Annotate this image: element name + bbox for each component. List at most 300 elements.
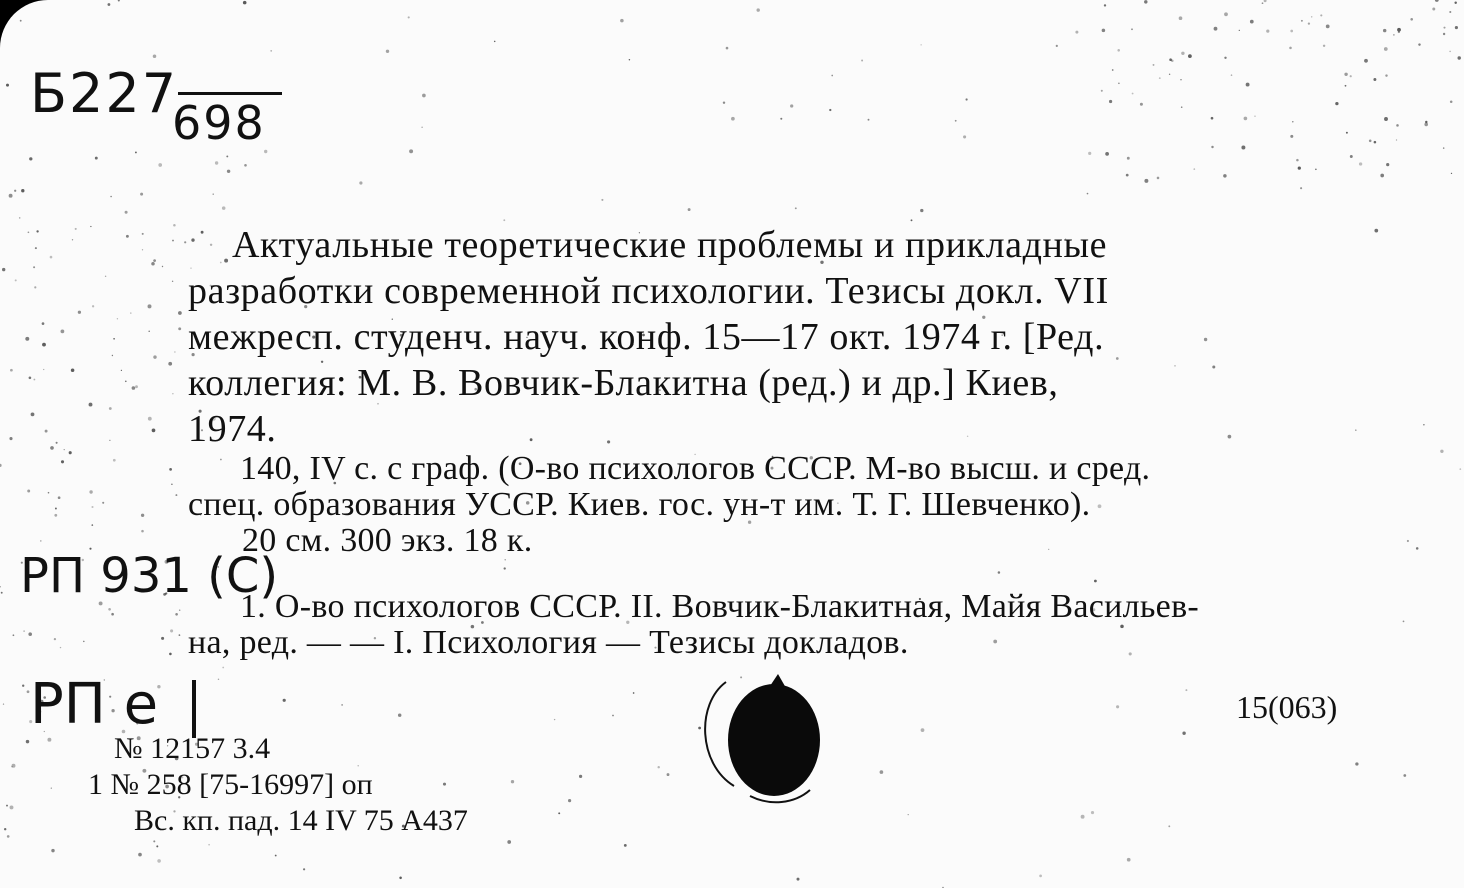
paper-speck xyxy=(23,630,25,632)
paper-speck xyxy=(243,1,247,5)
paper-speck xyxy=(95,157,98,160)
paper-speck xyxy=(141,530,144,533)
paper-speck xyxy=(45,430,48,433)
paper-speck xyxy=(1335,102,1338,105)
paper-speck xyxy=(1116,705,1119,708)
paper-speck xyxy=(1117,49,1120,52)
call-number-bottom: 698 xyxy=(172,96,266,150)
paper-speck xyxy=(264,150,267,153)
paper-speck xyxy=(790,104,793,107)
paper-speck xyxy=(34,286,36,288)
paper-speck xyxy=(966,98,968,100)
paper-speck xyxy=(1211,117,1214,120)
title-line-2: разработки современной психологии. Тезисы докл. VII xyxy=(188,270,1109,312)
call-number-top: Б227 xyxy=(30,62,179,125)
paper-speck xyxy=(113,459,116,462)
paper-speck xyxy=(1214,27,1218,31)
paper-speck xyxy=(56,442,58,444)
paper-speck xyxy=(110,196,112,198)
paper-speck xyxy=(1153,64,1155,66)
paper-speck xyxy=(880,770,884,774)
paper-speck xyxy=(179,609,180,610)
paper-speck xyxy=(118,0,120,2)
paper-speck xyxy=(1289,47,1292,50)
paper-speck xyxy=(1380,174,1384,178)
paper-speck xyxy=(1224,57,1226,59)
paper-speck xyxy=(1112,69,1114,71)
paper-speck xyxy=(121,370,122,371)
paper-speck xyxy=(1326,25,1330,29)
paper-speck xyxy=(210,244,212,246)
paper-speck xyxy=(54,638,56,640)
footer-line-2: 1 № 258 [75-16997] оп xyxy=(88,768,373,801)
paper-speck xyxy=(27,490,30,493)
paper-speck xyxy=(601,199,603,201)
paper-speck xyxy=(283,699,286,702)
paper-speck xyxy=(1374,141,1377,144)
paper-speck xyxy=(831,75,833,77)
paper-speck xyxy=(1098,504,1102,508)
paper-speck xyxy=(1385,74,1387,76)
paper-speck xyxy=(51,849,54,852)
paper-speck xyxy=(152,429,156,433)
paper-speck xyxy=(1345,85,1347,87)
paper-speck xyxy=(1449,51,1451,53)
paper-speck xyxy=(688,208,691,211)
paper-speck xyxy=(1423,424,1424,425)
paper-speck xyxy=(130,312,131,313)
paper-speck xyxy=(31,413,35,417)
paper-speck xyxy=(64,449,65,450)
paper-speck xyxy=(10,369,13,372)
paper-speck xyxy=(1459,468,1461,470)
paper-speck xyxy=(1410,18,1413,21)
paper-speck xyxy=(757,8,760,11)
paper-speck xyxy=(1373,78,1376,81)
paper-speck xyxy=(1454,2,1456,4)
paper-speck xyxy=(1204,338,1207,341)
paper-speck xyxy=(1384,47,1388,51)
paper-speck xyxy=(861,60,863,62)
paper-speck xyxy=(71,369,75,373)
paper-speck xyxy=(172,281,173,282)
paper-speck xyxy=(51,788,52,789)
paper-speck xyxy=(36,230,38,232)
paper-speck xyxy=(172,393,173,394)
paper-speck xyxy=(140,193,143,196)
paper-speck xyxy=(303,868,305,870)
paper-speck xyxy=(422,94,426,98)
paper-speck xyxy=(829,109,831,111)
paper-speck xyxy=(1241,146,1245,150)
paper-speck xyxy=(1116,357,1119,360)
paper-speck xyxy=(503,219,505,221)
paper-speck xyxy=(494,41,496,43)
paper-speck xyxy=(620,19,624,23)
paper-speck xyxy=(1091,811,1094,814)
paper-speck xyxy=(1355,762,1358,765)
title-line-3: межресп. студенч. науч. конф. 15—17 окт. 1974 г. [Ред. xyxy=(188,316,1105,358)
paper-speck xyxy=(1105,152,1109,156)
paper-speck xyxy=(1350,75,1352,77)
paper-speck xyxy=(112,355,113,356)
paper-speck xyxy=(1,592,3,594)
paper-speck xyxy=(1126,174,1129,177)
paper-speck xyxy=(921,728,925,732)
paper-speck xyxy=(89,403,93,407)
paper-speck xyxy=(1350,155,1353,158)
paper-speck xyxy=(3,703,4,704)
paper-speck xyxy=(1179,16,1183,20)
paper-speck xyxy=(141,514,144,517)
paper-speck xyxy=(184,241,186,243)
paper-speck xyxy=(109,407,112,410)
paper-speck xyxy=(1386,163,1389,166)
paper-speck xyxy=(10,805,14,809)
paper-speck xyxy=(174,351,175,352)
paper-speck xyxy=(42,343,46,347)
paper-speck xyxy=(1104,4,1106,6)
subject-line-2: на, ред. — — I. Психология — Тезисы докладов. xyxy=(188,624,909,661)
paper-speck xyxy=(4,828,6,830)
paper-speck xyxy=(1435,0,1439,2)
paper-speck xyxy=(1298,166,1301,169)
paper-speck xyxy=(1443,147,1444,148)
paper-speck xyxy=(270,50,272,52)
paper-speck xyxy=(27,690,30,693)
paper-speck xyxy=(227,170,230,173)
paper-speck xyxy=(43,369,44,370)
paper-speck xyxy=(1346,132,1348,134)
paper-speck xyxy=(26,740,29,743)
paper-speck xyxy=(1359,162,1362,165)
paper-speck xyxy=(795,207,797,209)
paper-speck xyxy=(1323,45,1325,47)
paper-speck xyxy=(1140,103,1143,106)
paper-speck xyxy=(40,540,42,542)
paper-speck xyxy=(33,379,35,381)
paper-speck xyxy=(1109,100,1112,103)
paper-speck xyxy=(21,189,24,192)
paper-speck xyxy=(75,228,77,230)
paper-speck xyxy=(12,764,16,768)
paper-speck xyxy=(201,231,204,234)
paper-speck xyxy=(1344,73,1347,76)
paper-speck xyxy=(244,164,247,167)
paper-speck xyxy=(1450,101,1453,104)
paper-speck xyxy=(1300,187,1302,189)
paper-speck xyxy=(908,814,909,815)
paper-speck xyxy=(1250,20,1254,24)
handwritten-stroke xyxy=(192,680,196,738)
paper-speck xyxy=(1383,29,1386,32)
paper-speck xyxy=(421,127,422,128)
paper-speck xyxy=(102,502,104,504)
paper-speck xyxy=(222,206,226,210)
paper-speck xyxy=(1211,146,1213,148)
paper-speck xyxy=(1228,435,1232,439)
paper-speck xyxy=(1088,152,1091,155)
paper-speck xyxy=(172,240,174,242)
paper-speck xyxy=(50,256,53,259)
paper-speck xyxy=(47,738,51,742)
paper-speck xyxy=(178,327,181,330)
paper-speck xyxy=(1254,116,1255,117)
paper-speck xyxy=(504,567,506,569)
paper-speck xyxy=(386,50,389,53)
description-line-1: 140, IV с. с граф. (О-во психологов СССР. М-во высш. и сред. xyxy=(240,450,1151,487)
paper-speck xyxy=(22,685,24,687)
paper-speck xyxy=(408,16,410,18)
paper-speck xyxy=(224,259,228,263)
paper-speck xyxy=(157,859,161,863)
paper-speck xyxy=(117,318,118,319)
paper-speck xyxy=(138,853,142,857)
paper-speck xyxy=(1384,117,1388,121)
paper-speck xyxy=(132,386,136,390)
paper-speck xyxy=(409,149,413,153)
paper-speck xyxy=(1416,547,1419,550)
paper-speck xyxy=(568,799,571,802)
description-line-3: 20 см. 300 экз. 18 к. xyxy=(242,522,533,559)
paper-speck xyxy=(1081,815,1085,819)
paper-speck xyxy=(1396,124,1399,127)
paper-speck xyxy=(215,161,218,164)
paper-speck xyxy=(612,715,614,717)
paper-speck xyxy=(1144,0,1147,3)
paper-speck xyxy=(579,775,582,778)
paper-speck xyxy=(142,233,144,235)
paper-speck xyxy=(1039,875,1042,878)
paper-speck xyxy=(55,508,57,510)
paper-speck xyxy=(54,514,57,517)
paper-speck xyxy=(967,436,968,437)
paper-speck xyxy=(1102,29,1106,33)
call-number-divider xyxy=(178,92,282,95)
paper-speck xyxy=(109,440,110,441)
paper-speck xyxy=(1374,229,1378,233)
paper-speck xyxy=(218,679,219,680)
paper-speck xyxy=(507,840,511,844)
paper-speck xyxy=(1094,580,1097,583)
paper-speck xyxy=(173,224,176,227)
paper-speck xyxy=(998,571,1001,574)
paper-speck xyxy=(1308,22,1310,24)
paper-speck xyxy=(169,468,172,471)
paper-speck xyxy=(151,262,155,266)
paper-speck xyxy=(1056,45,1058,47)
classification: 15(063) xyxy=(1236,689,1338,725)
paper-speck xyxy=(1369,140,1372,143)
paper-speck xyxy=(955,120,957,122)
paper-speck xyxy=(1457,56,1460,59)
paper-speck xyxy=(359,181,362,184)
paper-speck xyxy=(558,812,560,814)
paper-speck xyxy=(1364,59,1368,63)
paper-speck xyxy=(191,238,194,241)
paper-speck xyxy=(162,266,163,267)
paper-speck xyxy=(1443,27,1445,29)
paper-speck xyxy=(1212,365,1215,368)
paper-speck xyxy=(125,211,128,214)
paper-speck xyxy=(153,54,157,58)
paper-speck xyxy=(443,783,446,786)
punch-hole xyxy=(690,664,830,814)
paper-speck xyxy=(107,3,110,6)
paper-speck xyxy=(0,586,1,587)
paper-speck xyxy=(624,844,627,847)
paper-speck xyxy=(1157,177,1160,180)
paper-speck xyxy=(60,647,61,648)
paper-speck xyxy=(1449,11,1451,13)
paper-speck xyxy=(35,247,37,249)
paper-speck xyxy=(723,101,725,103)
paper-speck xyxy=(554,719,555,720)
paper-speck xyxy=(220,459,222,461)
paper-speck xyxy=(1127,157,1130,160)
paper-speck xyxy=(175,613,178,616)
paper-speck xyxy=(1101,90,1103,92)
paper-speck xyxy=(111,613,114,616)
paper-speck xyxy=(148,304,152,308)
paper-speck xyxy=(153,259,156,262)
paper-speck xyxy=(911,219,913,221)
paper-speck xyxy=(780,118,782,120)
paper-speck xyxy=(125,380,127,382)
paper-speck xyxy=(1180,79,1181,80)
paper-speck xyxy=(993,640,997,644)
paper-speck xyxy=(29,157,32,160)
paper-speck xyxy=(607,440,610,443)
paper-speck xyxy=(1132,93,1134,95)
paper-speck xyxy=(91,506,93,508)
paper-speck xyxy=(1239,30,1240,31)
paper-speck xyxy=(2,268,5,271)
paper-speck xyxy=(78,311,81,314)
paper-speck xyxy=(50,446,54,450)
paper-speck xyxy=(1266,29,1269,32)
paper-speck xyxy=(226,155,228,157)
title-line-4: коллегия: М. В. Вовчик-Блакитна (ред.) и др.] Киев, xyxy=(188,362,1059,404)
footer-line-1: № 12157 3.4 xyxy=(114,732,271,765)
paper-speck xyxy=(179,634,181,636)
paper-speck xyxy=(7,835,10,838)
paper-speck xyxy=(868,119,870,121)
paper-speck xyxy=(25,337,29,341)
paper-speck xyxy=(175,494,177,496)
handwritten-mark-1: РП 931 (С) xyxy=(20,548,279,604)
paper-speck xyxy=(20,20,22,22)
paper-speck xyxy=(1075,31,1078,34)
paper-speck xyxy=(208,844,210,846)
paper-speck xyxy=(72,239,73,240)
paper-speck xyxy=(1432,8,1435,11)
paper-speck xyxy=(1315,169,1317,171)
paper-speck xyxy=(275,855,277,857)
paper-speck xyxy=(1188,54,1192,58)
paper-speck xyxy=(33,266,35,268)
paper-speck xyxy=(511,780,514,783)
description-line-2: спец. образования УССР. Киев. гос. ун-т им. Т. Г. Шевченко). xyxy=(188,486,1091,523)
paper-speck xyxy=(156,845,158,847)
paper-speck xyxy=(1418,43,1420,45)
paper-speck xyxy=(126,235,129,238)
paper-speck xyxy=(92,305,94,307)
paper-speck xyxy=(357,765,358,766)
paper-speck xyxy=(1087,193,1089,195)
paper-speck xyxy=(222,667,224,669)
paper-speck xyxy=(108,608,111,611)
paper-speck xyxy=(48,492,50,494)
paper-speck xyxy=(29,376,32,379)
paper-speck xyxy=(105,276,106,277)
paper-speck xyxy=(90,226,91,227)
paper-speck xyxy=(1224,12,1228,16)
paper-speck xyxy=(1223,174,1226,177)
paper-speck xyxy=(1181,52,1184,55)
paper-speck xyxy=(1171,59,1174,62)
paper-speck xyxy=(9,437,12,440)
paper-speck xyxy=(1193,168,1195,170)
paper-speck xyxy=(530,438,533,441)
paper-speck xyxy=(10,15,12,17)
paper-speck xyxy=(9,194,13,198)
paper-speck xyxy=(42,322,45,325)
paper-speck xyxy=(220,262,222,264)
paper-speck xyxy=(19,217,21,219)
paper-speck xyxy=(1290,30,1293,33)
paper-speck xyxy=(1264,0,1267,2)
paper-speck xyxy=(1168,825,1170,827)
paper-speck xyxy=(89,490,92,493)
paper-speck xyxy=(148,331,150,333)
paper-speck xyxy=(6,805,8,807)
paper-speck xyxy=(399,877,402,880)
paper-speck xyxy=(1407,540,1409,542)
paper-speck xyxy=(83,641,85,643)
paper-speck xyxy=(1451,173,1452,174)
paper-speck xyxy=(657,766,659,768)
paper-speck xyxy=(920,209,923,212)
paper-speck xyxy=(69,451,72,454)
paper-speck xyxy=(1159,77,1161,79)
paper-speck xyxy=(921,44,922,45)
paper-speck xyxy=(1262,2,1264,4)
paper-speck xyxy=(169,653,172,656)
paper-speck xyxy=(1246,83,1250,87)
paper-speck xyxy=(161,637,164,640)
paper-speck xyxy=(1185,689,1187,691)
paper-speck xyxy=(28,632,32,636)
paper-speck xyxy=(1393,34,1394,35)
paper-speck xyxy=(1181,106,1183,108)
paper-speck xyxy=(1311,16,1312,17)
paper-speck xyxy=(1424,123,1428,127)
paper-speck xyxy=(1127,858,1131,862)
paper-speck xyxy=(168,362,172,366)
paper-speck xyxy=(1182,731,1185,734)
paper-speck xyxy=(1296,159,1299,162)
paper-speck xyxy=(797,878,800,881)
paper-speck xyxy=(1320,14,1322,16)
paper-speck xyxy=(731,117,735,121)
paper-speck xyxy=(6,84,9,87)
paper-speck xyxy=(1231,74,1233,76)
paper-speck xyxy=(153,355,156,358)
paper-speck xyxy=(667,773,670,776)
paper-speck xyxy=(178,311,182,315)
paper-speck xyxy=(170,629,173,632)
